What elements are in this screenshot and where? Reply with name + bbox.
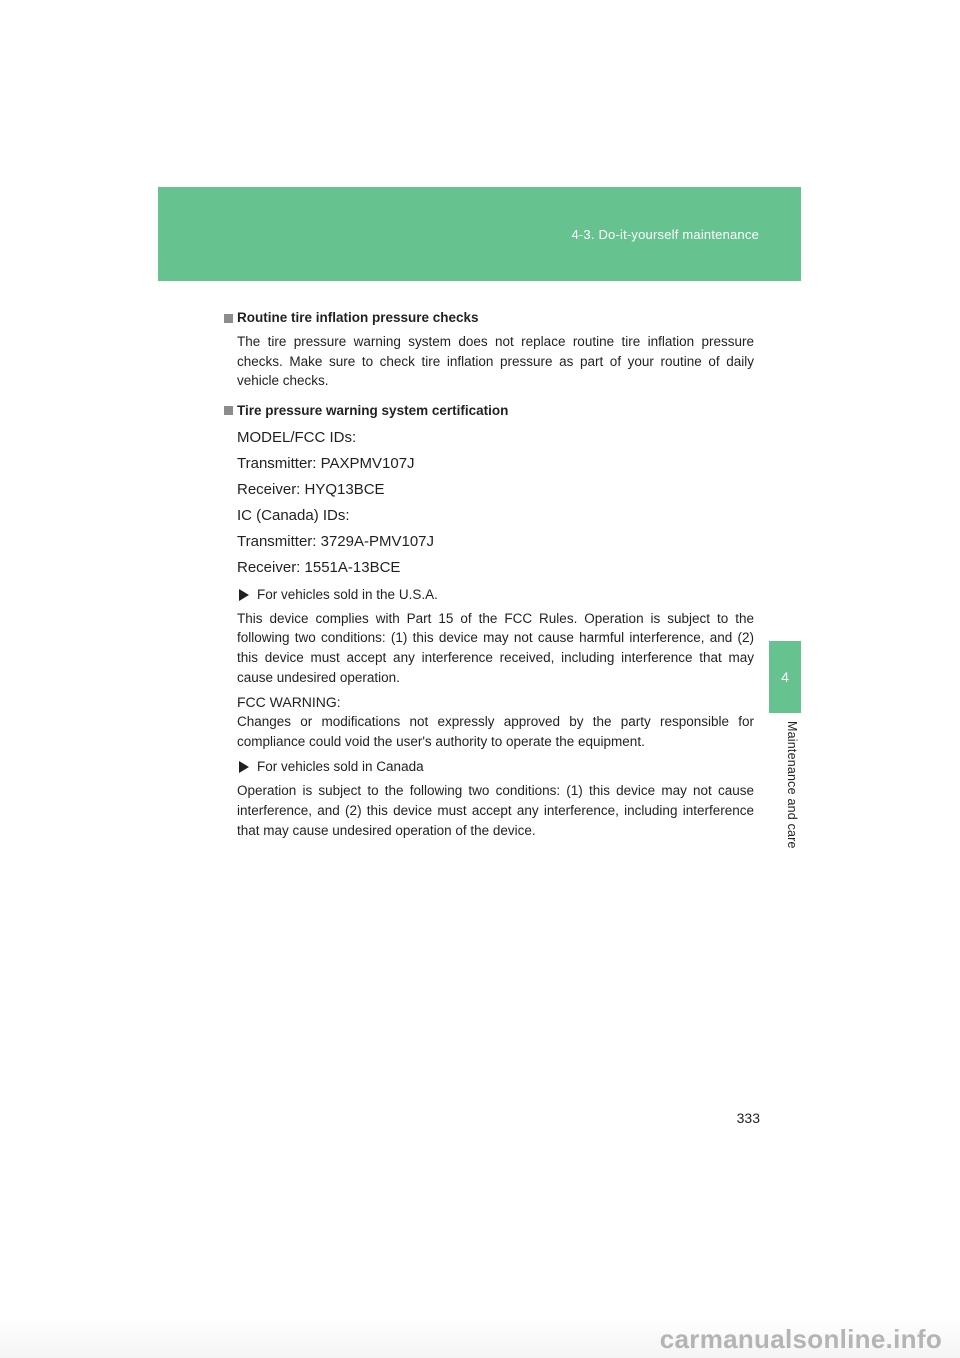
- usa-bullet: [237, 585, 754, 605]
- chapter-number: 4: [781, 669, 789, 685]
- page-content: [224, 308, 754, 840]
- certification-heading-text: Tire pressure warning system certification: [237, 402, 509, 418]
- id-line: Receiver: HYQ13BCE: [237, 480, 385, 498]
- routine-heading-text: Routine tire inflation pressure checks: [237, 310, 479, 325]
- id-line: MODEL/FCC IDs:: [237, 428, 357, 446]
- id-line: Transmitter: 3729A-PMV107J: [237, 532, 435, 550]
- arrow-right-icon: [239, 761, 249, 773]
- canada-bullet: [237, 757, 754, 777]
- chapter-label: Maintenance and care: [785, 721, 799, 849]
- page-number: 333: [736, 1110, 760, 1126]
- canada-body: Operation is subject to the following two conditions: (1) this device may not cause interference, and (2) this device must accept any interference, including interference that may cause undesired operation of the device.: [237, 783, 754, 838]
- square-bullet-icon: [224, 406, 233, 415]
- fcc-warning-title: FCC WARNING:: [237, 694, 341, 711]
- section-title: 4-3. Do-it-yourself maintenance: [571, 227, 759, 242]
- certification-ids: [237, 425, 754, 581]
- usa-label: For vehicles sold in the U.S.A.: [257, 586, 438, 602]
- canada-label: For vehicles sold in Canada: [257, 759, 424, 775]
- id-line: IC (Canada) IDs:: [237, 506, 350, 524]
- watermark-band: [0, 1318, 960, 1358]
- routine-heading: [224, 308, 754, 328]
- watermark: carmanualsonline.info: [659, 1324, 942, 1354]
- certification-heading: [224, 401, 754, 421]
- id-line: Receiver: 1551A-13BCE: [237, 558, 401, 576]
- square-bullet-icon: [224, 314, 233, 323]
- arrow-right-icon: [239, 589, 249, 601]
- id-line: Transmitter: PAXPMV107J: [237, 454, 415, 472]
- header-band: [158, 187, 801, 281]
- chapter-tab: [769, 641, 801, 713]
- routine-body: The tire pressure warning system does not replace routine tire inflation pressure checks. Make sure to check tire inflation pressure as part of your routine of daily vehicle checks.: [237, 334, 754, 389]
- usa-body: This device complies with Part 15 of the FCC Rules. Operation is subject to the following two conditions: (1) this device may not cause harmful interference, and (2) this device must accept any interference received, including interference that may cause undesired operation.: [237, 610, 754, 685]
- fcc-warning-body: Changes or modifications not expressly approved by the party responsible for compliance could void the user's authority to operate the equipment.: [237, 714, 754, 749]
